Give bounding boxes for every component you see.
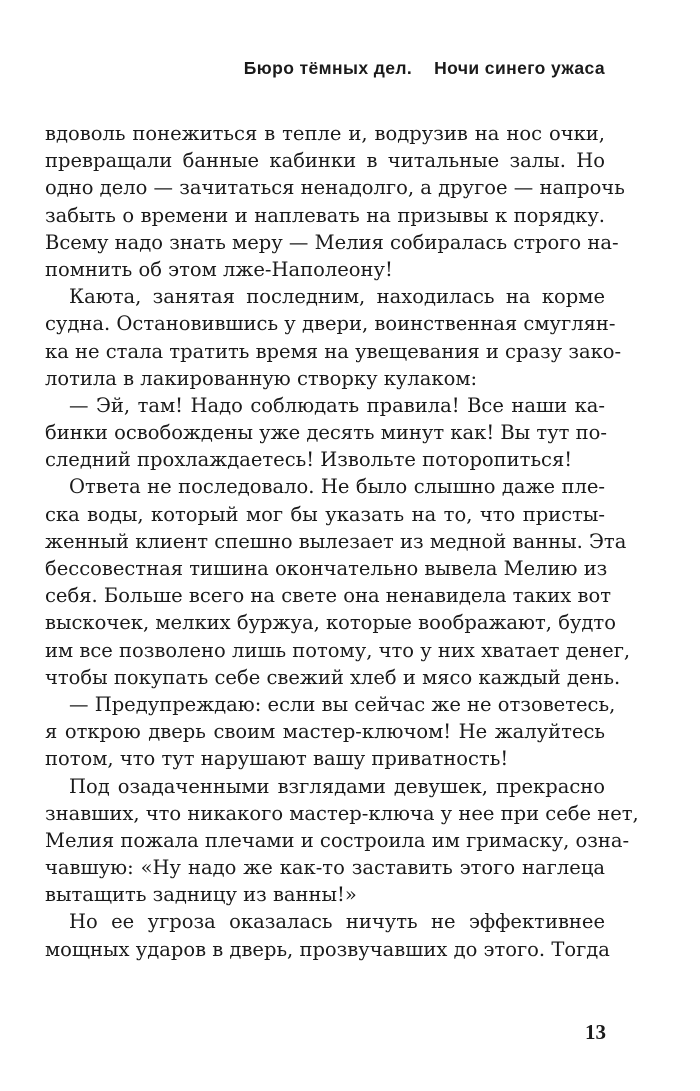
text-line: Ответа не последовало. Не было слышно даже пле- <box>69 475 605 499</box>
running-head <box>150 58 605 79</box>
text-line: помнить об этом лже-Наполеону! <box>45 257 393 281</box>
text-line: ска воды, который мог бы указать на то, что присты- <box>45 502 605 526</box>
text-line: одно дело — зачитаться ненадолго, а другое — напрочь <box>45 176 625 200</box>
text-line: чтобы покупать себе свежий хлеб и мясо каждый день. <box>45 665 621 689</box>
text-line: потом, что тут нарушают вашу приватность! <box>45 747 509 771</box>
text-line: я открою дверь своим мастер-ключом! Не жалуйтесь <box>45 720 605 744</box>
text-line: себя. Больше всего на свете она ненавидела таких вот <box>45 584 611 608</box>
text-line: вытащить задницу из ванны!» <box>45 883 357 907</box>
text-line: — Предупреждаю: если вы сейчас же не отзоветесь, <box>69 692 616 716</box>
text-line: бессовестная тишина окончательно вывела Мелию из <box>45 557 608 580</box>
text-line: Но ее угроза оказалась ничуть не эффективнее <box>69 910 605 934</box>
page-number: 13 <box>585 1020 606 1044</box>
text-line: чавшую: «Ну надо же как-то заставить этого наглеца <box>45 856 605 880</box>
text-line: превращали банные кабинки в читальные залы. Но <box>45 149 605 173</box>
text-line: бинки освобождены уже десять минут как! Вы тут по- <box>45 421 607 445</box>
text-line: Всему надо знать меру — Мелия собиралась строго на- <box>45 230 619 254</box>
volume-title: Ночи синего ужаса <box>434 58 605 78</box>
book-title: Бюро тёмных дел. <box>243 58 413 78</box>
text-line: выскочек, мелких буржуа, которые воображают, будто <box>45 611 616 635</box>
text-line: женный клиент спешно вылезает из медной ванны. Эта <box>45 529 627 553</box>
text-line: лотила в лакированную створку кулаком: <box>45 366 478 390</box>
text-line: следний прохлаждаетесь! Извольте поторопиться! <box>45 448 573 472</box>
text-line: знавших, что никакого мастер-ключа у нее при себе нет, <box>45 801 639 825</box>
text-line: судна. Остановившись у двери, воинственная смуглян- <box>45 312 616 336</box>
text-line: Каюта, занятая последним, находилась на корме <box>69 285 605 309</box>
text-line: забыть о времени и наплевать на призывы к порядку. <box>45 203 605 227</box>
body-text <box>45 120 639 963</box>
text-line: Мелия пожала плечами и состроила им гримаску, озна- <box>45 828 630 852</box>
text-line: вдоволь понежиться в тепле и, водрузив на нос очки, <box>45 122 605 145</box>
text-line: им все позволено лишь потому, что у них хватает денег, <box>45 638 631 662</box>
text-line: Под озадаченными взглядами девушек, прекрасно <box>69 774 605 798</box>
text-line: мощных ударов в дверь, прозвучавших до этого. Тогда <box>45 937 610 961</box>
text-line: — Эй, там! Надо соблюдать правила! Все наши ка- <box>69 393 605 417</box>
text-line: ка не стала тратить время на увещевания и сразу зако- <box>45 339 622 363</box>
